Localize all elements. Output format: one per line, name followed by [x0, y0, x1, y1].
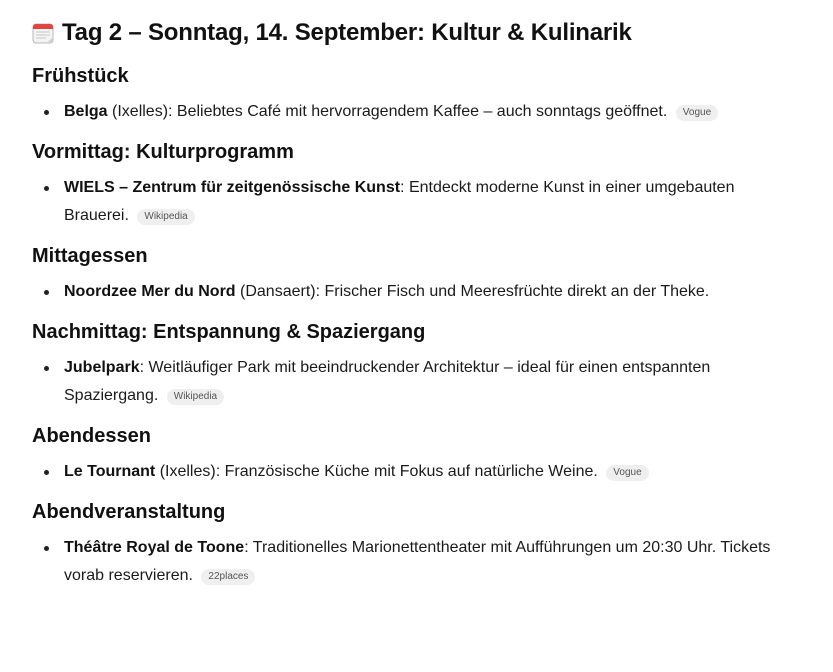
- list-item: [32, 174, 801, 230]
- item-list: [32, 174, 801, 230]
- item-list: [32, 534, 801, 590]
- section-mittagessen: [32, 242, 801, 306]
- place-name: Belga: [64, 103, 108, 120]
- section-fruehstueck: [32, 62, 801, 126]
- place-description: : Traditionelles Marionettentheater mit Aufführungen um 20:30 Uhr. Tickets vorab reservieren.: [64, 539, 771, 584]
- place-description: : Entdeckt moderne Kunst in einer umgebauten Brauerei.: [64, 179, 735, 224]
- section-heading: Abendessen: [32, 425, 151, 447]
- section-heading: Nachmittag: Entspannung & Spaziergang: [32, 321, 426, 343]
- section-heading: Frühstück: [32, 65, 129, 87]
- place-name: Le Tournant: [64, 463, 156, 480]
- section-heading: Mittagessen: [32, 245, 148, 267]
- place-name: Noordzee Mer du Nord: [64, 283, 236, 300]
- day-header: [32, 16, 801, 50]
- section-vormittag: [32, 138, 801, 230]
- item-list: [32, 458, 801, 486]
- source-badge[interactable]: Wikipedia: [137, 209, 194, 225]
- list-item: [32, 278, 801, 306]
- source-badge[interactable]: Vogue: [606, 465, 648, 481]
- section-abendveranstaltung: [32, 498, 801, 590]
- page-title: Tag 2 – Sonntag, 14. September: Kultur & Kulinarik: [62, 19, 632, 46]
- item-list: [32, 98, 801, 126]
- place-description: (Ixelles): Französische Küche mit Fokus auf natürliche Weine.: [155, 463, 598, 480]
- source-badge[interactable]: Vogue: [676, 105, 718, 121]
- section-abendessen: [32, 422, 801, 486]
- place-description: (Ixelles): Beliebtes Café mit hervorragendem Kaffee – auch sonntags geöffnet.: [107, 103, 668, 120]
- source-badge[interactable]: 22places: [201, 569, 255, 585]
- list-item: [32, 458, 801, 486]
- place-name: Théâtre Royal de Toone: [64, 539, 245, 556]
- place-description: : Weitläufiger Park mit beeindruckender Architektur – ideal für einen entspannten Spaziergang.: [64, 359, 711, 404]
- source-badge[interactable]: Wikipedia: [167, 389, 224, 405]
- calendar-icon: [32, 22, 54, 44]
- list-item: [32, 534, 801, 590]
- place-description: (Dansaert): Frischer Fisch und Meeresfrüchte direkt an der Theke.: [235, 283, 710, 300]
- item-list: [32, 354, 801, 410]
- section-heading: Abendveranstaltung: [32, 501, 226, 523]
- item-list: [32, 278, 801, 306]
- section-nachmittag: [32, 318, 801, 410]
- list-item: [32, 98, 801, 126]
- list-item: [32, 354, 801, 410]
- place-name: WIELS – Zentrum für zeitgenössische Kunst: [64, 179, 401, 196]
- section-heading: Vormittag: Kulturprogramm: [32, 141, 294, 163]
- place-name: Jubelpark: [64, 359, 140, 376]
